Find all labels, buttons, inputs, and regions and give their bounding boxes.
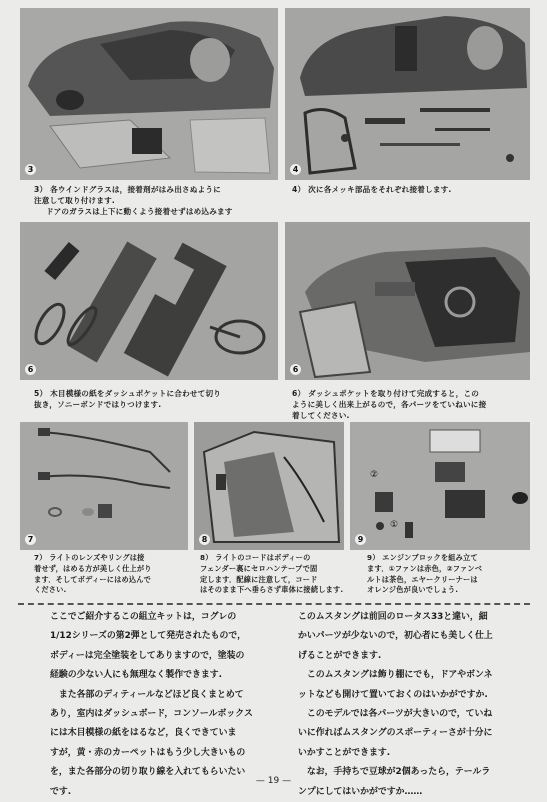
photo-number: 7 bbox=[25, 534, 36, 545]
caption-line: 定します．配線に注意して，コード bbox=[200, 574, 318, 584]
photo-number: 6 bbox=[290, 364, 301, 375]
caption-line: 8） ライトのコードはボディーの bbox=[200, 553, 311, 562]
caption-step-3 bbox=[34, 184, 279, 218]
body-text-right-column bbox=[298, 608, 533, 802]
light-wiring-illustration bbox=[194, 422, 344, 550]
caption-line: 6） ダッシュポケットを取り付けて完成すると，この bbox=[292, 389, 480, 398]
body-line: ボディーは完全塗装をしてありますので，塗装の bbox=[50, 650, 245, 661]
caption-line: 着せず，はめる方が美しく仕上がり bbox=[34, 563, 152, 573]
caption-step-7 bbox=[34, 553, 194, 596]
chrome-parts-illustration bbox=[285, 8, 530, 180]
body-line: げることができます. bbox=[298, 650, 382, 661]
caption-step-8 bbox=[200, 553, 352, 596]
body-line: ここでご紹介するこの組立キットは，コグレの bbox=[50, 612, 237, 622]
caption-line: 7） ライトのレンズやリングは接 bbox=[34, 553, 145, 562]
caption-line: フェンダー裏にセロハンテープで固 bbox=[200, 563, 318, 573]
page-number: — 19 — bbox=[255, 776, 292, 786]
part-label-one: ① bbox=[390, 520, 399, 530]
photo-number: 8 bbox=[199, 534, 210, 545]
caption-line: 5） 木目模様の紙をダッシュポケットに合わせて切り bbox=[34, 389, 222, 398]
caption-line: 注意して取り付けます. bbox=[34, 196, 116, 206]
caption-line: 着してください. bbox=[292, 411, 350, 421]
part-label-two: ② bbox=[370, 470, 379, 480]
body-line: いに作ればムスタングのスポーティーさが十分に bbox=[298, 728, 493, 739]
engine-block-illustration bbox=[350, 422, 530, 550]
cut-line-divider bbox=[18, 603, 530, 605]
body-line: ットなども開けて置いておくのはいかがですか. bbox=[298, 689, 488, 700]
light-lens-illustration bbox=[20, 422, 188, 550]
caption-step-9 bbox=[367, 553, 532, 596]
caption-line: はそのまま下へ垂らさず車体に接続します. bbox=[200, 585, 344, 595]
photo-number: 4 bbox=[290, 164, 301, 175]
photo-number: 6 bbox=[25, 364, 36, 375]
photo-4-chrome-parts bbox=[285, 8, 530, 180]
photo-number: 3 bbox=[25, 164, 36, 175]
body-line: です. bbox=[50, 786, 72, 797]
car-body-illustration bbox=[20, 8, 278, 180]
body-line: また各部のディティールなどほど良くまとめて bbox=[50, 689, 244, 700]
photo-3-car-body-windows bbox=[20, 8, 278, 180]
body-line: いかすことができます. bbox=[298, 747, 391, 758]
photo-8-light-wiring bbox=[194, 422, 344, 550]
caption-step-6 bbox=[292, 388, 532, 422]
caption-line: 3） 各ウインドグラスは，接着剤がはみ出さぬように bbox=[34, 185, 221, 194]
body-line: には木目模様の紙をはるなど，良くできていま bbox=[50, 728, 237, 739]
caption-line: ください. bbox=[34, 585, 67, 595]
body-text-left-column bbox=[50, 608, 288, 802]
caption-step-4 bbox=[292, 184, 528, 195]
caption-line: 4） 次に各メッキ部品をそれぞれ接着します. bbox=[292, 185, 452, 194]
body-line: 1/12シリーズの第2弾として発売されたもので， bbox=[50, 631, 246, 642]
photo-7-light-lenses bbox=[20, 422, 188, 550]
body-line: あり，室内はダッシュボード，コンソールボックス bbox=[50, 709, 253, 720]
photo-number: 9 bbox=[355, 534, 366, 545]
body-line: なお，手持ちで豆球が2個あったら，テールラ bbox=[298, 767, 491, 778]
caption-line: ます．①ファンは赤色，②ファンベ bbox=[367, 563, 483, 573]
dash-pocket-illustration bbox=[20, 222, 278, 380]
car-interior-illustration bbox=[285, 222, 530, 380]
photo-9-engine-block bbox=[350, 422, 530, 550]
body-line: すが，黄・赤のカーペットはもう少し大きいもの bbox=[50, 747, 246, 758]
body-line: かいパーツが少ないので，初心者にも美しく仕上 bbox=[298, 631, 493, 642]
body-line: このムスタングは飾り棚にでも，ドアやボンネ bbox=[298, 670, 493, 681]
photo-6-car-interior-open-door bbox=[285, 222, 530, 380]
photo-5-dash-pocket-parts bbox=[20, 222, 278, 380]
caption-line: オレンジ色が良いでしょう. bbox=[367, 585, 459, 595]
body-line: 経験の少ない人にも無理なく製作できます. bbox=[50, 670, 222, 681]
caption-line: ドアのガラスは上下に動くよう接着せずはめ込みます bbox=[46, 207, 233, 217]
caption-line: ます．そしてボディーにはめ込んで bbox=[34, 574, 152, 584]
body-line: ンプにしてはいかがですか…… bbox=[298, 786, 423, 797]
caption-line: 抜き，ソニーボンドではりつけます. bbox=[34, 400, 162, 410]
caption-step-5 bbox=[34, 388, 279, 410]
body-line: このモデルでは各パーツが大きいので，ていね bbox=[298, 709, 493, 720]
body-line: このムスタングは前回のロータス33と違い，細 bbox=[298, 612, 488, 622]
caption-line: ように美しく出来上がるので，各パーツをていねいに接 bbox=[292, 400, 487, 410]
caption-line: ルトは茶色，エヤークリーナーは bbox=[367, 574, 478, 584]
body-line: を，また各部分の切り取り線を入れてもらいたい bbox=[50, 767, 246, 778]
caption-line: 9） エンジンブロックを組み立て bbox=[367, 553, 478, 562]
